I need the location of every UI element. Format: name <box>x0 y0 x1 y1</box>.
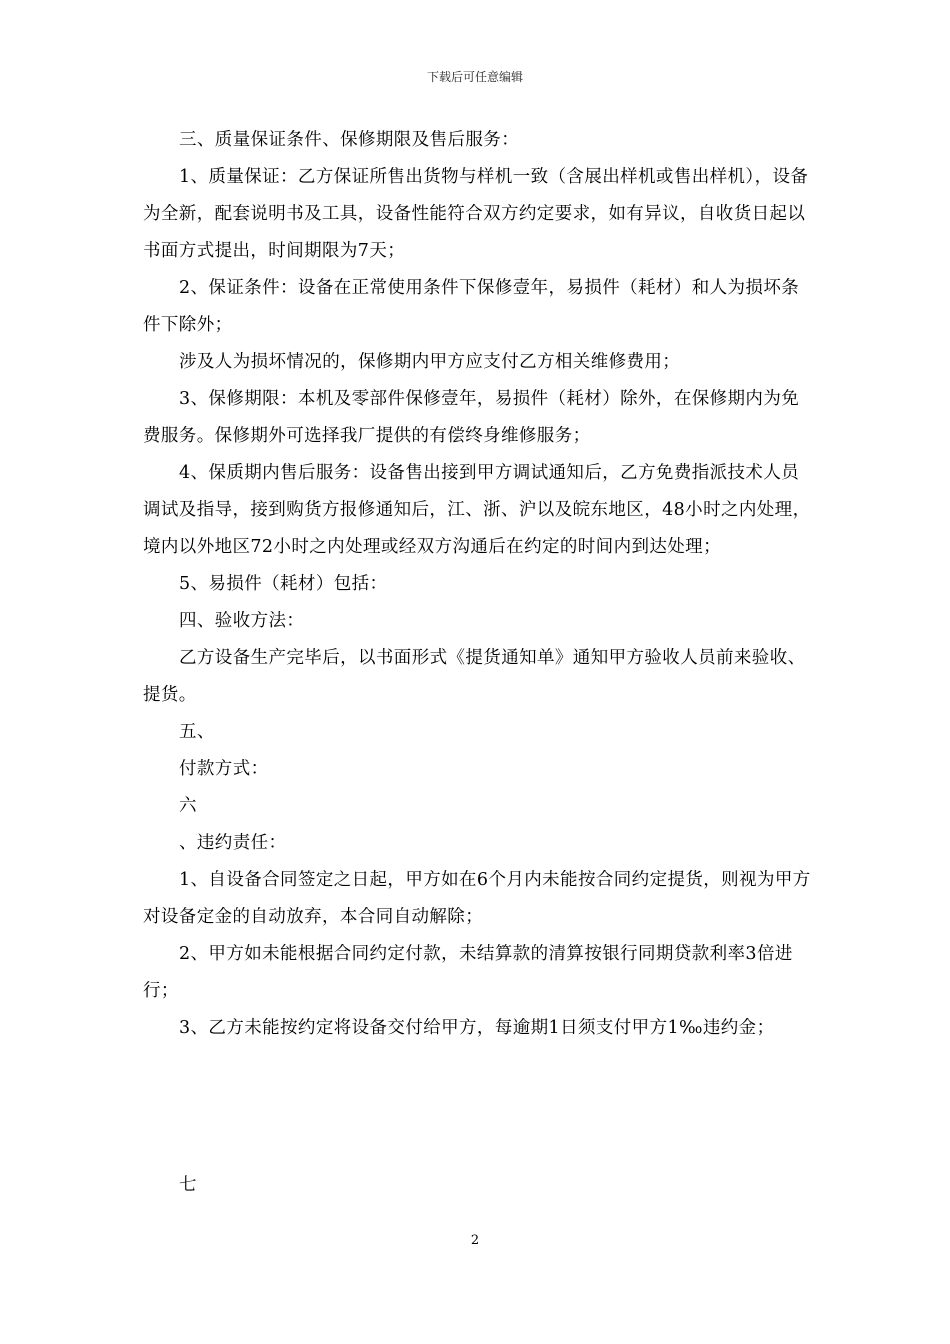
paragraph-warranty-period: 3、保修期限：本机及零部件保修壹年，易损件（耗材）除外，在保修期内为免费服务。保修期外可选择我厂提供的有偿终身维修服务； <box>143 389 800 446</box>
paragraph-guarantee-conditions: 2、保证条件：设备在正常使用条件下保修壹年，易损件（耗材）和人为损坏条件下除外； <box>143 278 800 335</box>
paragraph-human-damage: 涉及人为损坏情况的，保修期内甲方应支付乙方相关维修费用； <box>179 352 681 372</box>
section-3-heading: 三、质量保证条件、保修期限及售后服务： <box>179 130 520 150</box>
section-7-heading: 七 <box>179 1175 197 1195</box>
paragraph-after-sales-service: 4、保质期内售后服务：设备售出接到甲方调试通知后，乙方免费指派技术人员调试及指导，接到购货方报修通知后，江、浙、沪以及皖东地区，48小时之内处理，境内以外地区72小时之内处理或经双方沟通后在约定的时间内到达处理； <box>143 463 811 557</box>
section-6-heading: 六 <box>179 796 197 816</box>
paragraph-breach-liability: 、违约责任： <box>179 833 287 853</box>
paragraph-wear-parts: 5、易损件（耗材）包括： <box>179 574 388 594</box>
section-5-heading: 五、 <box>179 722 215 742</box>
page-number: 2 <box>470 1233 480 1248</box>
paragraph-acceptance: 乙方设备生产完毕后，以书面形式《提货通知单》通知甲方验收人员前来验收、提货。 <box>143 648 806 705</box>
page-header: 下载后可任意编辑 <box>426 70 523 84</box>
paragraph-breach-item-3: 3、乙方未能按约定将设备交付给甲方，每逾期1日须支付甲方1‰违约金； <box>179 1018 775 1038</box>
document-body <box>143 122 813 1047</box>
paragraph-payment-method: 付款方式： <box>179 759 269 779</box>
paragraph-breach-item-1: 1、自设备合同签定之日起，甲方如在6个月内未能按合同约定提货，则视为甲方对设备定金的自动放弃，本合同自动解除； <box>143 870 811 927</box>
paragraph-quality-guarantee: 1、质量保证：乙方保证所售出货物与样机一致（含展出样机或售出样机），设备为全新，配套说明书及工具，设备性能符合双方约定要求，如有异议，自收货日起以书面方式提出，时间期限为7天； <box>143 167 809 261</box>
section-4-heading: 四、验收方法： <box>179 611 305 631</box>
paragraph-breach-item-2: 2、甲方如未能根据合同约定付款，未结算款的清算按银行同期贷款利率3倍进行； <box>143 944 793 1001</box>
